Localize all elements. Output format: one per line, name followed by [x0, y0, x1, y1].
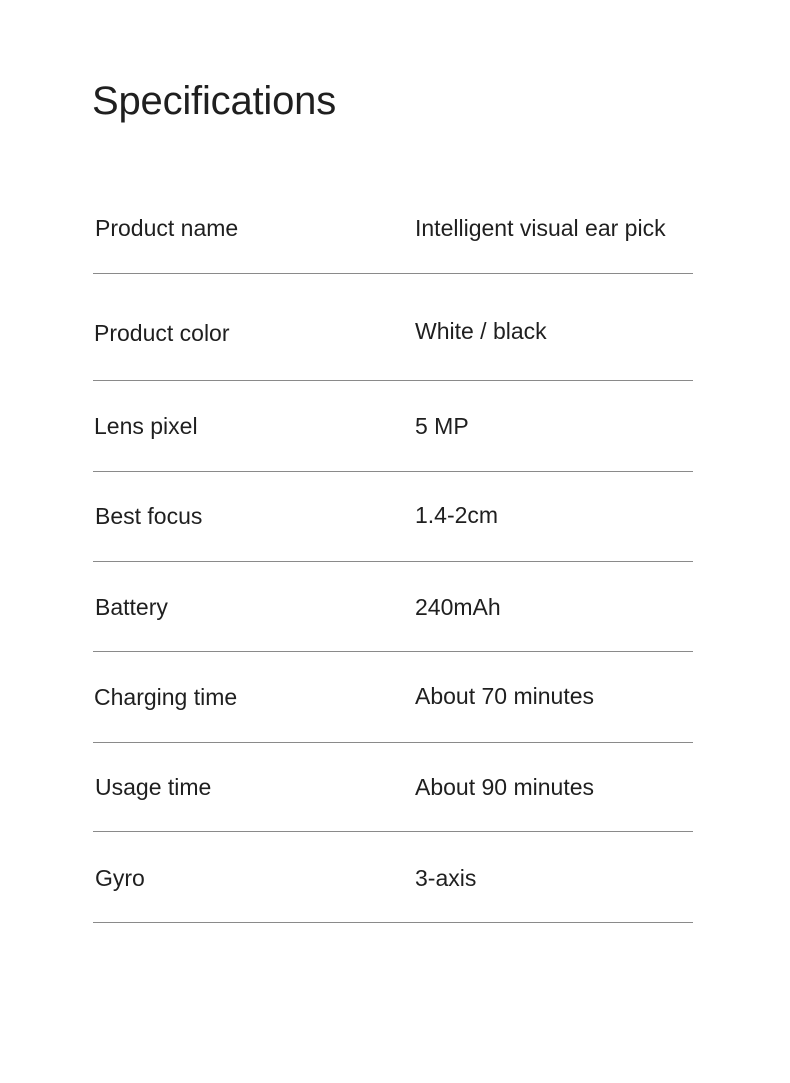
- spec-value-battery: 240mAh: [415, 594, 501, 620]
- row-divider: [93, 651, 693, 652]
- row-divider: [93, 273, 693, 274]
- spec-label-usage-time: Usage time: [95, 774, 212, 800]
- spec-value-gyro: 3-axis: [415, 865, 477, 891]
- row-divider: [93, 922, 693, 923]
- spec-label-product-color: Product color: [94, 320, 230, 346]
- spec-value-usage-time: About 90 minutes: [415, 774, 595, 800]
- spec-value-best-focus: 1.4-2cm: [415, 502, 499, 528]
- spec-label-gyro: Gyro: [95, 865, 145, 891]
- spec-label-battery: Battery: [95, 594, 168, 620]
- spec-value-charging-time: About 70 minutes: [415, 683, 595, 709]
- spec-value-lens-pixel: 5 MP: [415, 413, 469, 439]
- spec-value-product-name: Intelligent visual ear pick: [415, 215, 666, 241]
- spec-table: [93, 0, 693, 1083]
- row-divider: [93, 380, 693, 381]
- spec-value-product-color: White / black: [415, 318, 547, 344]
- spec-label-lens-pixel: Lens pixel: [94, 413, 198, 439]
- row-divider: [93, 471, 693, 472]
- row-divider: [93, 561, 693, 562]
- row-divider: [93, 742, 693, 743]
- page-title: Specifications: [92, 79, 336, 123]
- spec-label-charging-time: Charging time: [94, 684, 238, 710]
- spec-label-product-name: Product name: [95, 215, 239, 241]
- spec-label-best-focus: Best focus: [95, 503, 203, 529]
- row-divider: [93, 831, 693, 832]
